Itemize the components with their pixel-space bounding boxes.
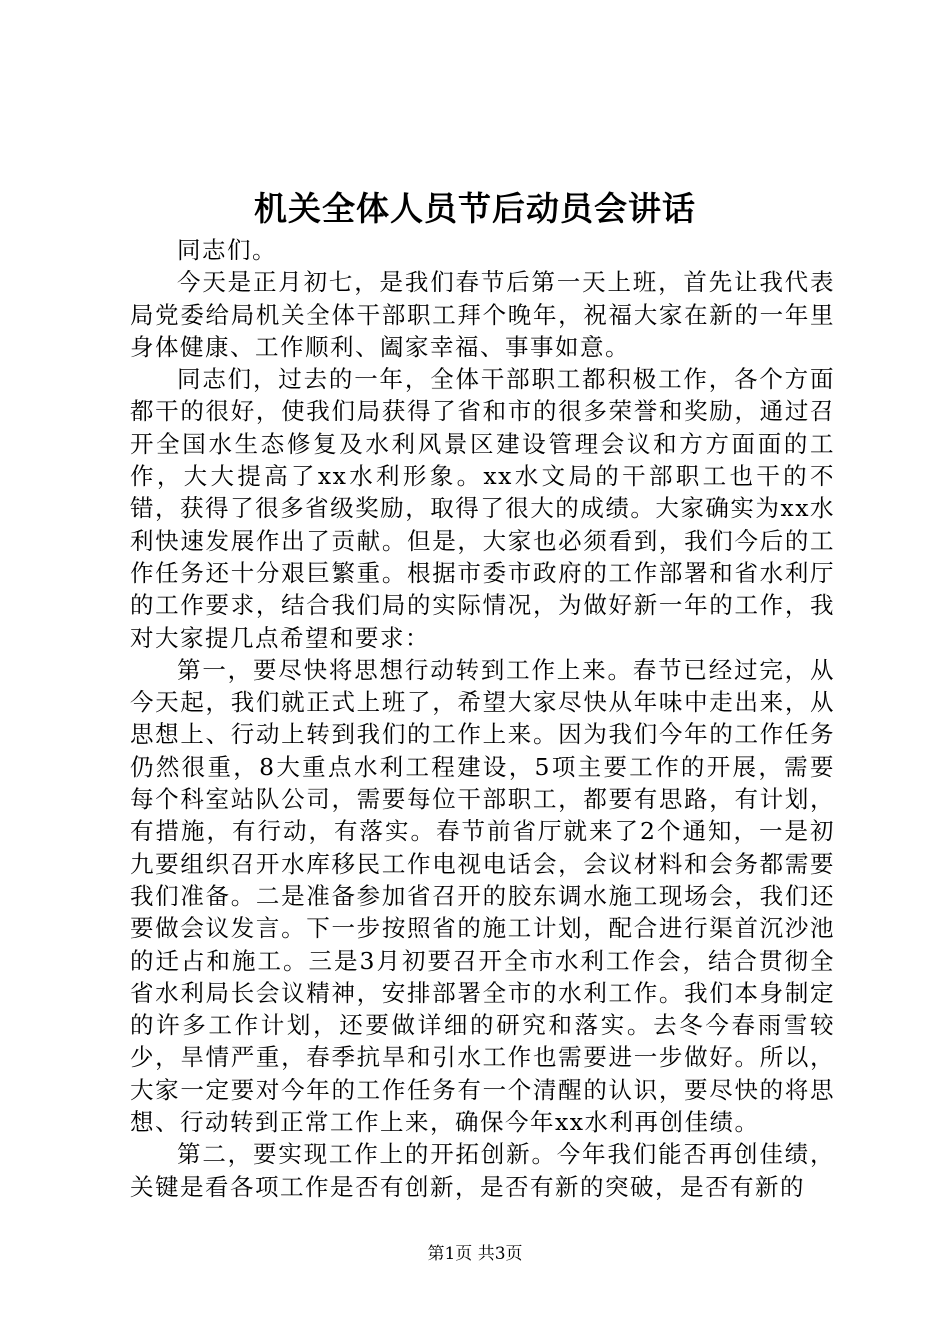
document-title: 机关全体人员节后动员会讲话 (254, 189, 696, 228)
paragraph-review: 同志们，过去的一年，全体干部职工都积极工作，各个方面都干的很好，使我们局获得了省和市的很多荣誉和奖励，通过召开全国水生态修复及水利风景区建设管理会议和方方面面的工作，大大提高了xx水利形象。xx水文局的干部职工也干的不错，获得了很多省级奖励，取得了很大的成绩。大家确实为xx水利快速发展作出了贡献。但是，大家也必须看到，我们今后的工作任务还十分艰巨繁重。根据市委市政府的工作部署和省水利厅的工作要求，结合我们局的实际情况，为做好新一年的工作，我对大家提几点希望和要求： (130, 365, 835, 652)
document-body (130, 234, 835, 1203)
paragraph-point-one: 第一，要尽快将思想行动转到工作上来。春节已经过完，从今天起，我们就正式上班了，希望大家尽快从年味中走出来，从思想上、行动上转到我们的工作上来。因为我们今年的工作任务仍然很重，8大重点水利工程建设，5项主要工作的开展，需要每个科室站队公司，需要每位干部职工，都要有思路，有计划，有措施，有行动，有落实。春节前省厅就来了2个通知，一是初九要组织召开水库移民工作电视电话会，会议材料和会务都需要我们准备。二是准备参加省召开的胶东调水施工现场会，我们还要做会议发言。下一步按照省的施工计划，配合进行渠首沉沙池的迁占和施工。三是3月初要召开全市水利工作会，结合贯彻全省水利局长会议精神，安排部署全市的水利工作。我们本身制定的许多工作计划，还要做详细的研究和落实。去冬今春雨雪较少，旱情严重，春季抗旱和引水工作也需要进一步做好。所以，大家一定要对今年的工作任务有一个清醒的认识，要尽快的将思想、行动转到正常工作上来，确保今年xx水利再创佳绩。 (130, 655, 835, 1137)
paragraph-greeting: 今天是正月初七，是我们春节后第一天上班，首先让我代表局党委给局机关全体干部职工拜个晚年，祝福大家在新的一年里身体健康、工作顺利、阖家幸福、事事如意。 (130, 268, 835, 361)
page-footer: 第1页 共3页 (427, 1244, 523, 1264)
paragraph-point-two: 第二，要实现工作上的开拓创新。今年我们能否再创佳绩，关键是看各项工作是否有创新，是否有新的突破，是否有新的 (130, 1140, 835, 1201)
paragraph-salutation: 同志们。 (177, 236, 277, 264)
